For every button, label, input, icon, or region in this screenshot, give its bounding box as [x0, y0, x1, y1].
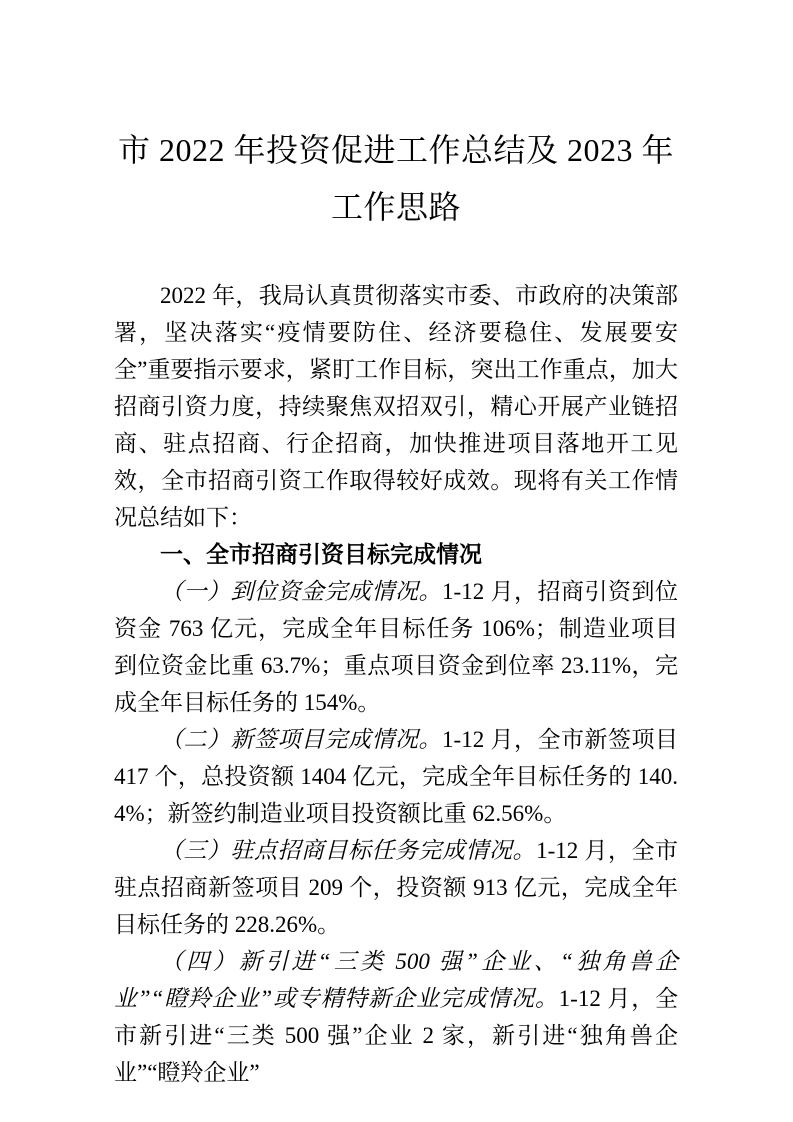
paragraph-item-4-lead: （四）新引进“三类 500 强”企业、“独角兽企业”“瞪羚企业”或专精特新企业完成情况。 — [114, 949, 678, 1011]
paragraph-item-1-lead: （一）到位资金完成情况。 — [160, 579, 443, 604]
paragraph-item-3 — [114, 832, 678, 943]
document-title: 市 2022 年投资促进工作总结及 2023 年工作思路 — [117, 132, 674, 225]
paragraph-item-2 — [114, 721, 678, 832]
paragraph-item-1 — [114, 573, 678, 721]
paragraph-item-4 — [114, 943, 678, 1091]
paragraph-item-3-lead: （三）驻点招商目标任务完成情况。 — [160, 838, 537, 863]
intro-paragraph: 2022 年，我局认真贯彻落实市委、市政府的决策部署，坚决落实“疫情要防住、经济要稳住、发展要安全”重要指示要求，紧盯工作目标，突出工作重点，加大招商引资力度，持续聚焦双招双引，精心开展产业链招商、驻点招商、行企招商，加快推进项目落地开工见效，全市招商引资工作取得较好成效。现将有关工作情况总结如下： — [114, 283, 678, 530]
section-heading: 一、全市招商引资目标完成情况 — [160, 541, 482, 567]
paragraph-item-4-text: 1-12 月，全市新引进“三类 500 强”企业 2 家，新引进“独角兽企业”“瞪羚企业” — [114, 986, 678, 1085]
paragraph-item-3-text: 1-12 月，全市驻点招商新签项目 209 个，投资额 913 亿元，完成全年目标任务的 228.26%。 — [114, 838, 678, 937]
paragraph-item-1-text: 1-12 月，招商引资到位资金 763 亿元，完成全年目标任务 106%；制造业项目到位资金比重 63.7%；重点项目资金到位率 23.11%，完成全年目标任务的 154%。 — [114, 579, 678, 715]
document-content — [114, 0, 678, 1091]
paragraph-item-2-lead: （二）新签项目完成情况。 — [160, 727, 443, 752]
paragraph-item-2-text: 1-12 月，全市新签项目 417 个，总投资额 1404 亿元，完成全年目标任务的 140.4%；新签约制造业项目投资额比重 62.56%。 — [114, 727, 678, 826]
